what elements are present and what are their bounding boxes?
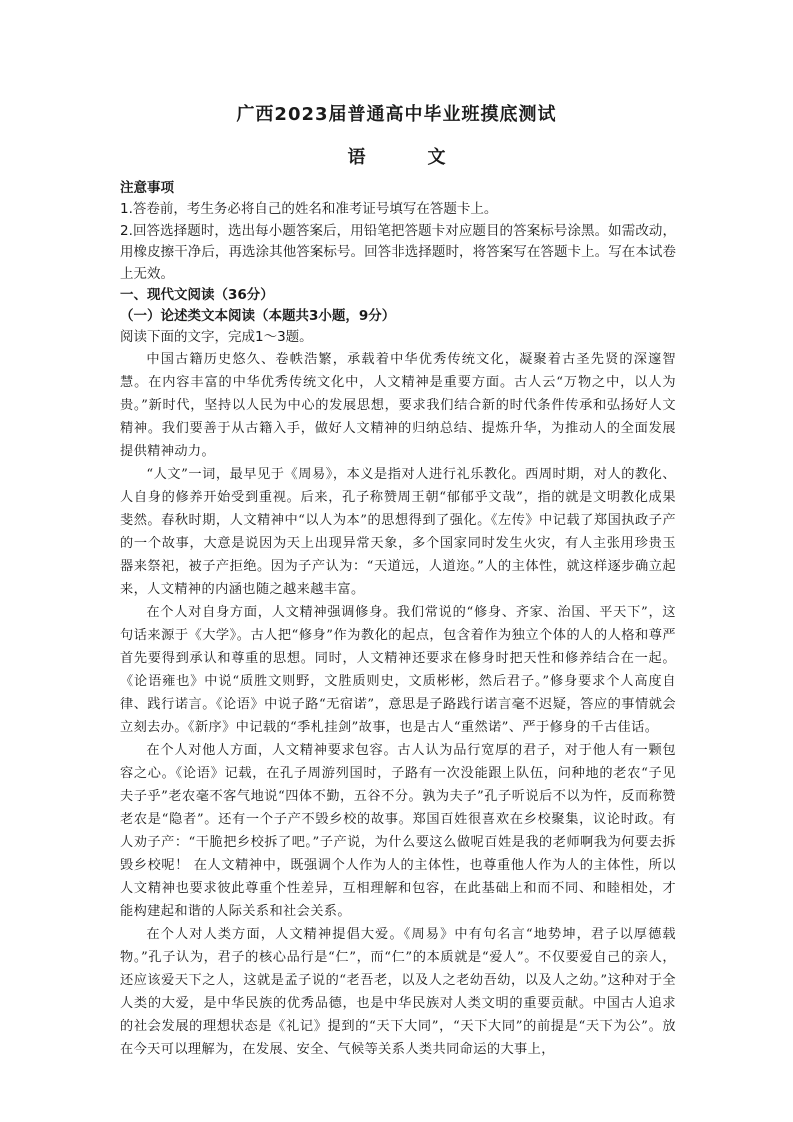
passage-paragraph-5: 在个人对人类方面，人文精神提倡大爱。《周易》中有句名言“地势坤，君子以厚德载物。”孔子认为，君子的核心品行是“仁”，而“仁”的本质就是“爱人”。不仅要爱自己的亲人，还应该爱天下之人，这就是孟子说的“老吾老，以及人之老幼吾幼，以及人之幼。”这种对于全人类的大爱，是中华民族的优秀品德，也是中华民族对人类文明的重要贡献。中国古人追求的社会发展的理想状态是《礼记》提到的“天下大同”，“天下大同”的前提是“天下为公”。放在今天可以理解为，在发展、安全、气候等关系人类共同命运的大事上， — [120, 927, 676, 1057]
passage-paragraph-1: 中国古籍历史悠久、卷帙浩繁，承载着中华优秀传统文化，凝聚着古圣先贤的深邃智慧。在内容丰富的中华优秀传统文化中，人文精神是重要方面。古人云“万物之中，以人为贵。”新时代，坚持以人民为中心的发展思想，要求我们结合新的时代条件传承和弘扬好人文精神。我们要善于从古籍入手，做好人文精神的归纳总结、提炼升华，为推动人的全面发展提供精神动力。 — [120, 352, 676, 459]
passage-paragraph-2: “人文”一词，最早见于《周易》，本义是指对人进行礼乐教化。西周时期，对人的教化、人自身的修养开始受到重视。后来，孔子称赞周王朝“郁郁乎文哉”，指的就是文明教化成果斐然。春秋时期，人文精神中“以人为本”的思想得到了强化。《左传》中记载了郑国执政子产的一个故事，大意是说因为天上出现异常天象，多个国家同时发生火灾，有人主张用珍贵玉器来祭祀，被子产拒绝。因为子产认为：“天道远，人道迩。”人的主体性，就这样逐步确立起来，人文精神的内涵也随之越来越丰富。 — [120, 467, 676, 597]
notice-item-1: 1.答卷前，考生务必将自己的姓名和准考证号填写在答题卡上。 — [120, 201, 498, 217]
subject-title: 语 文 — [347, 147, 468, 168]
section-heading: 一、现代文阅读（36分） — [120, 287, 274, 303]
passage-paragraph-4: 在个人对他人方面，人文精神要求包容。古人认为品行宽厚的君子，对于他人有一颗包容之心。《论语》记载，在孔子周游列国时，子路有一次没能跟上队伍，问种地的老农“子见夫子乎”老农毫不客气地说“四体不勤，五谷不分。孰为夫子”孔子听说后不以为忤，反而称赞老农是“隐者”。还有一个子产不毁乡校的故事。郑国百姓很喜欢在乡校聚集，议论时政。有人劝子产：“干脆把乡校拆了吧。”子产说，为什么要这么做呢百姓是我的老师啊我为何要去拆毁乡校呢！ 在人文精神中，既强调个人作为人的主体性，也尊重他人作为人的主体性，所以人文精神也要求彼此尊重个性差异，互相理解和包容，在此基础上和而不同、和睦相处，才能构建起和谐的人际关系和社会关系。 — [120, 743, 676, 919]
notice-item-2: 2.回答选择题时，选出每小题答案后，用铅笔把答题卡对应题目的答案标号涂黑。如需改动，用橡皮擦干净后，再选涂其他答案标号。回答非选择题时，将答案写在答题卡上。写在本试卷上无效。 — [120, 222, 676, 282]
exam-content — [120, 178, 676, 1061]
passage-paragraph-3: 在个人对自身方面，人文精神强调修身。我们常说的“修身、齐家、治国、平天下”，这句话来源于《大学》。古人把“修身”作为教化的起点，包含着作为独立个体的人的人格和尊严首先要得到承认和尊重的思想。同时，人文精神还要求在修身时把天性和修养结合在一起。《论语雍也》中说“质胜文则野，文胜质则史，文质彬彬，然后君子。”修身要求个人高度自律、践行诺言。《论语》中说子路“无宿诺”，意思是子路践行诺言毫不迟疑，答应的事情就会立刻去办。《新序》中记载的“季札挂剑”故事，也是古人“重然诺”、严于修身的千古佳话。 — [120, 605, 676, 735]
reading-instruction: 阅读下面的文字，完成1～3题。 — [120, 329, 313, 345]
subsection-heading: （一）论述类文本阅读（本题共3小题，9分） — [120, 308, 396, 324]
exam-title: 广西2023届普通高中毕业班摸底测试 — [236, 104, 557, 125]
notice-heading: 注意事项 — [120, 180, 174, 196]
